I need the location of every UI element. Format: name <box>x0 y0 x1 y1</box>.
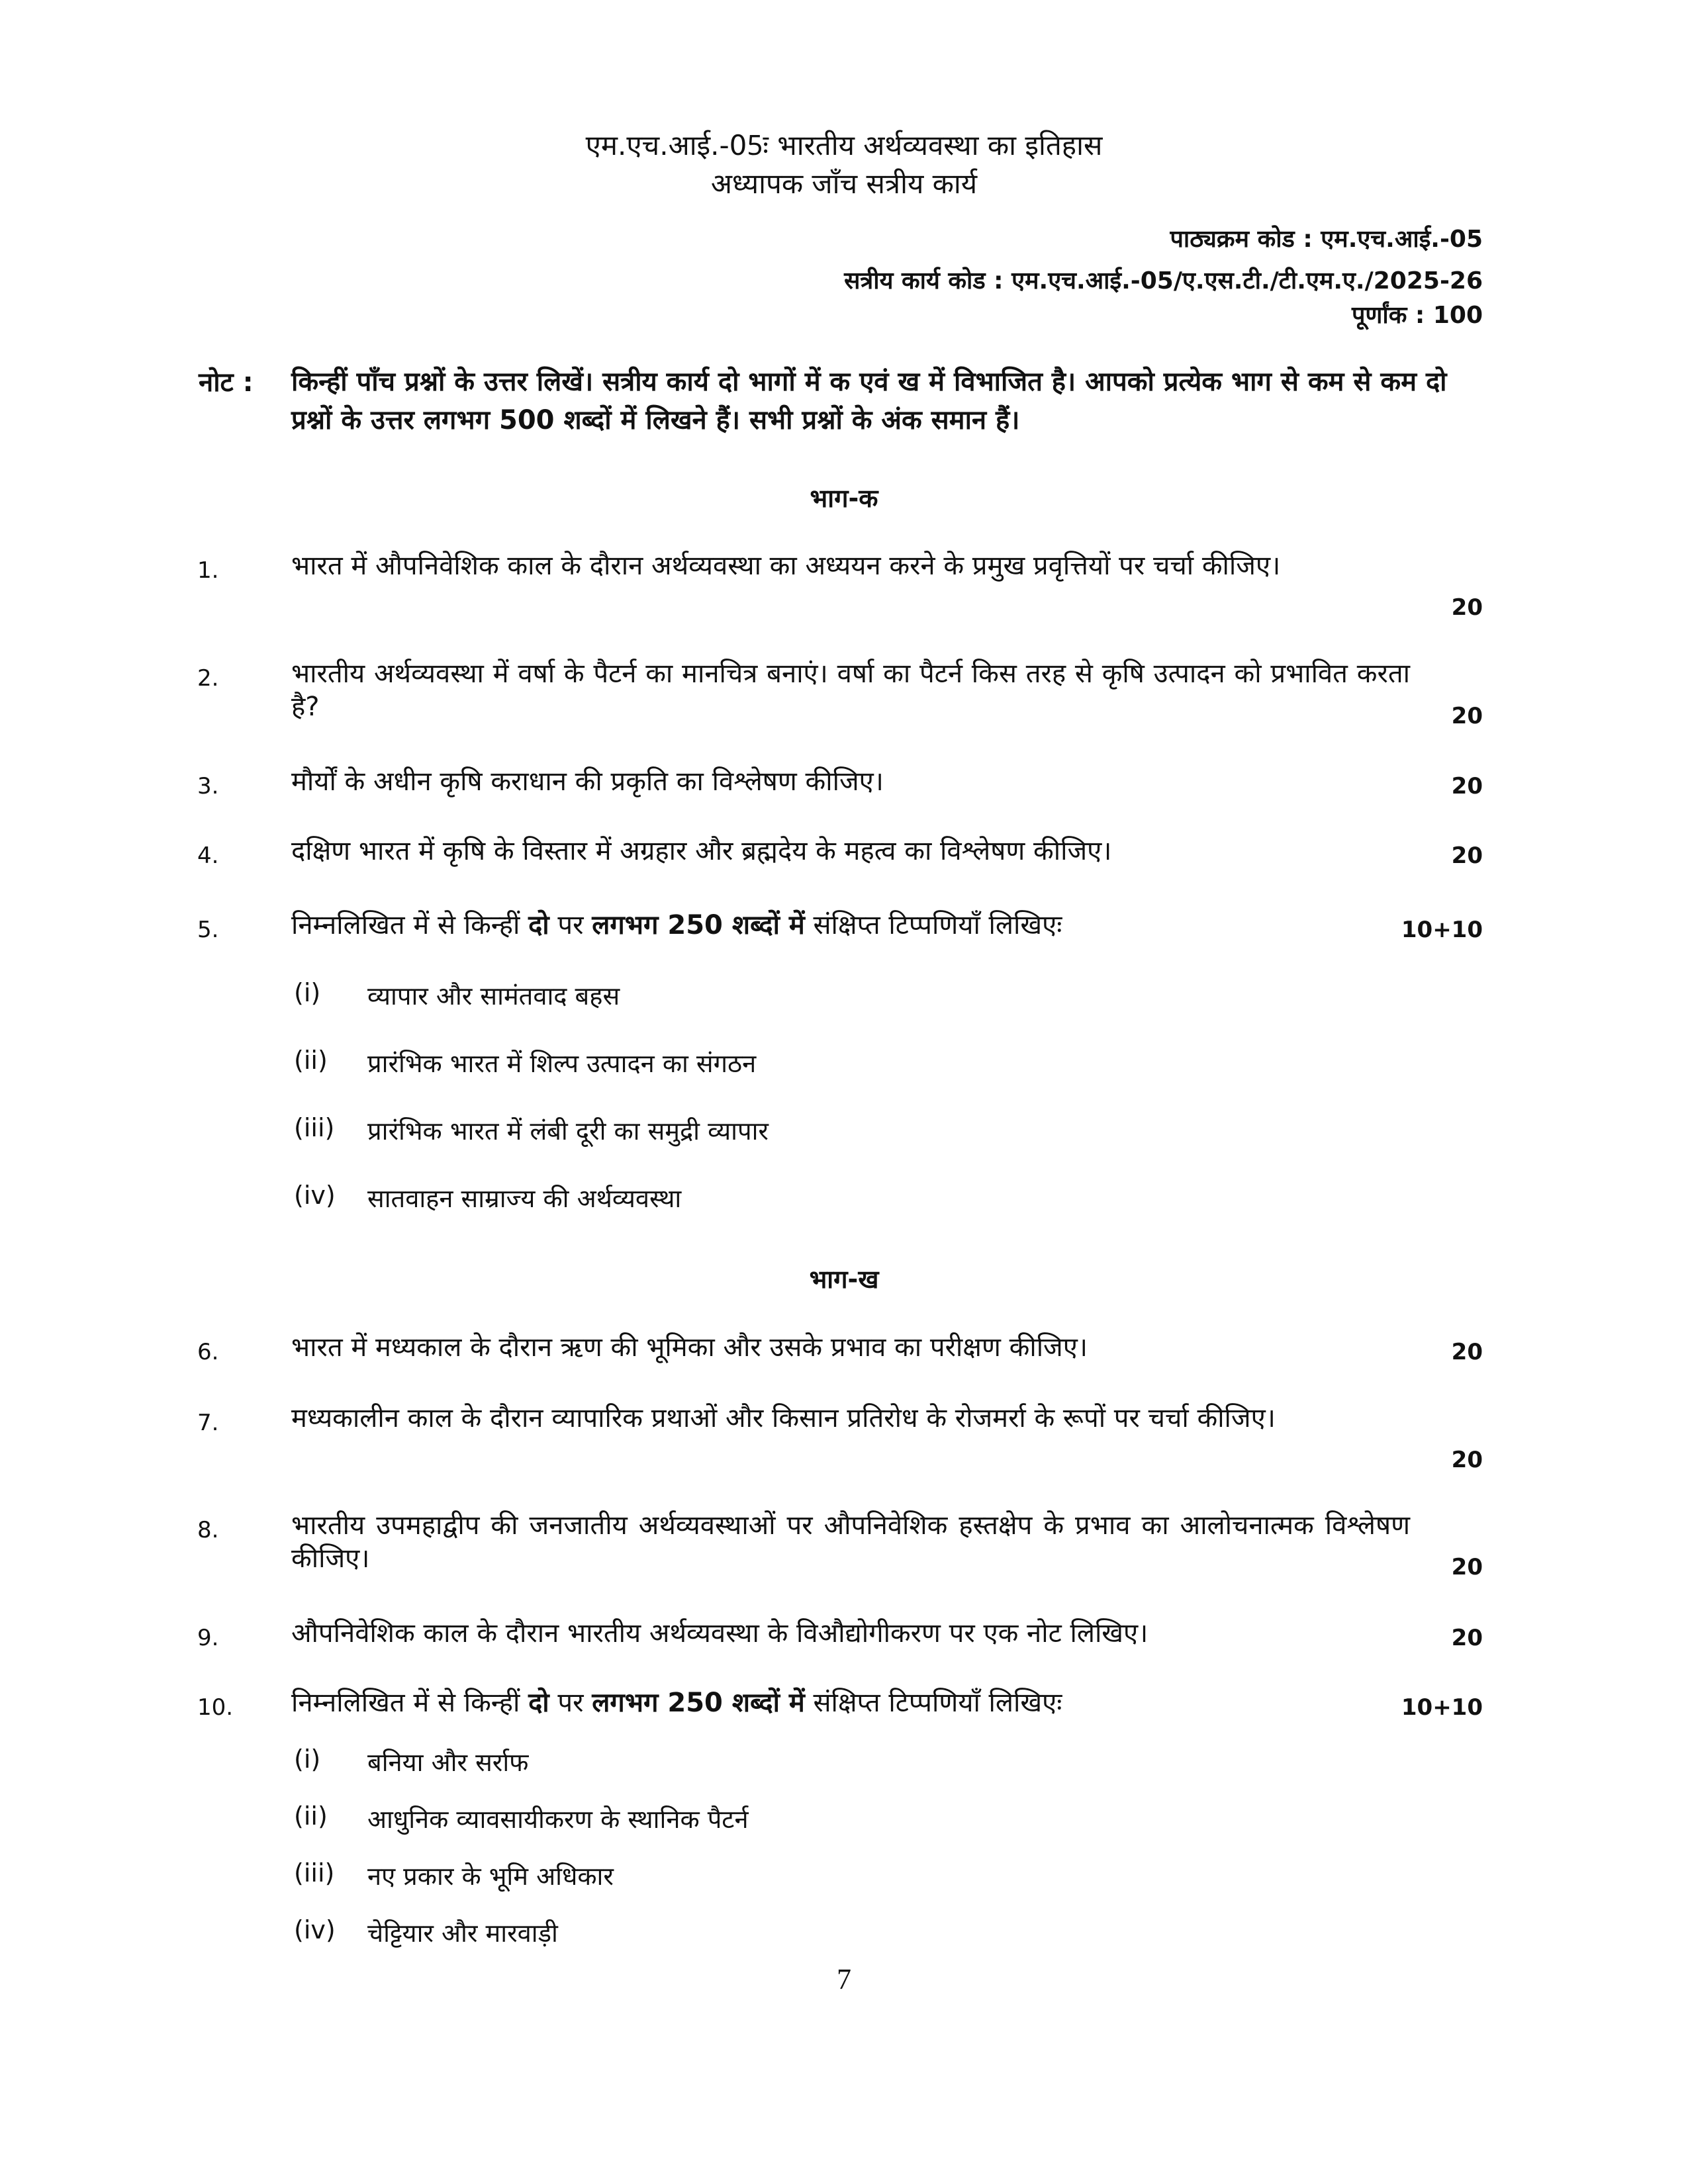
sub-item-text: आधुनिक व्यावसायीकरण के स्थानिक पैटर्न <box>367 1805 749 1834</box>
sub-item-number: (ii) <box>294 1046 328 1075</box>
sub-item-text: बनिया और सर्राफ <box>367 1748 529 1777</box>
sub-item-text: सातवाहन साम्राज्य की अर्थव्यवस्था <box>367 1184 682 1213</box>
question-number: 2. <box>197 665 219 692</box>
sub-item-text: नए प्रकार के भूमि अधिकार <box>367 1862 614 1891</box>
question-number: 9. <box>197 1625 219 1651</box>
max-marks: पूर्णांक : 100 <box>1351 302 1483 329</box>
question-number: 1. <box>197 557 219 584</box>
sub-item-text: प्रारंभिक भारत में शिल्प उत्पादन का संगठन <box>367 1049 757 1078</box>
question-marks: 10+10 <box>1401 1694 1483 1721</box>
note-text: किन्हीं पाँच प्रश्नों के उत्तर लिखें। सत्रीय कार्य दो भागों में क एवं ख में विभाजित है। आपको प्रत्येक भाग से कम से कम दो प्रश्नों के उत्तर लगभग 500 शब्दों में लिखने हैं। सभी प्रश्नों के अंक समान हैं। <box>291 367 1447 435</box>
question-text: भारत में औपनिवेशिक काल के दौरान अर्थव्यवस्था का अध्ययन करने के प्रमुख प्रवृत्तियों पर चर्चा कीजिए। <box>291 551 1281 581</box>
question-marks: 10+10 <box>1401 917 1483 943</box>
question-number: 4. <box>197 842 219 869</box>
question-text: निम्नलिखित में से किन्हीं दो पर लगभग 250 शब्दों में संक्षिप्त टिप्पणियाँ लिखिएः <box>291 1688 1062 1718</box>
assignment-code: सत्रीय कार्य कोड : एम.एच.आई.-05/ए.एस.टी./टी.एम.ए./2025-26 <box>844 267 1483 295</box>
question-number: 5. <box>197 917 219 943</box>
sub-item-number: (iv) <box>294 1915 336 1944</box>
emphasis-text: दो <box>528 1688 549 1718</box>
question-number: 6. <box>197 1339 219 1365</box>
course-code: पाठ्यक्रम कोड : एम.एच.आई.-05 <box>1170 226 1483 253</box>
question-text: भारतीय अर्थव्यवस्था में वर्षा के पैटर्न का मानचित्र बनाएं। वर्षा का पैटर्न किस तरह से कृषि उत्पादन को प्रभावित करता है? <box>291 659 1410 722</box>
note-label: नोट : <box>199 367 254 398</box>
question-marks: 20 <box>1451 773 1483 799</box>
question-marks: 20 <box>1451 703 1483 729</box>
sub-item-number: (i) <box>294 978 321 1007</box>
question-number: 8. <box>197 1517 219 1543</box>
section-heading-part-b: भाग-ख <box>809 1265 879 1294</box>
document-subtitle: अध्यापक जाँच सत्रीय कार्य <box>710 167 978 200</box>
question-marks: 20 <box>1451 842 1483 869</box>
question-marks: 20 <box>1451 1447 1483 1473</box>
question-marks: 20 <box>1451 1339 1483 1365</box>
question-text: भारतीय उपमहाद्वीप की जनजातीय अर्थव्यवस्थाओं पर औपनिवेशिक हस्तक्षेप के प्रभाव का आलोचनात्मक विश्लेषण कीजिए। <box>291 1510 1410 1574</box>
emphasis-text: लगभग 250 शब्दों में <box>592 1688 805 1718</box>
question-number: 3. <box>197 773 219 799</box>
question-marks: 20 <box>1451 1625 1483 1651</box>
sub-item-text: प्रारंभिक भारत में लंबी दूरी का समुद्री व्यापार <box>367 1116 769 1146</box>
question-text: भारत में मध्यकाल के दौरान ऋण की भूमिका और उसके प्रभाव का परीक्षण कीजिए। <box>291 1332 1088 1363</box>
sub-item-number: (ii) <box>294 1801 328 1831</box>
sub-item-text: चेट्टियार और मारवाड़ी <box>367 1919 558 1948</box>
emphasis-text: दो <box>528 910 549 940</box>
question-marks: 20 <box>1451 1554 1483 1580</box>
document-title: एम.एच.आई.-05ः भारतीय अर्थव्यवस्था का इतिहास <box>585 129 1103 161</box>
sub-item-number: (iii) <box>294 1113 335 1142</box>
sub-item-number: (i) <box>294 1745 321 1774</box>
question-number: 10. <box>197 1694 234 1721</box>
section-heading-part-a: भाग-क <box>810 484 878 513</box>
question-text: मध्यकालीन काल के दौरान व्यापारिक प्रथाओं और किसान प्रतिरोध के रोजमर्रा के रूपों पर चर्चा कीजिए। <box>291 1403 1276 1433</box>
question-text: निम्नलिखित में से किन्हीं दो पर लगभग 250 शब्दों में संक्षिप्त टिप्पणियाँ लिखिएः <box>291 910 1062 940</box>
sub-item-number: (iii) <box>294 1858 335 1888</box>
emphasis-text: लगभग 250 शब्दों में <box>592 910 805 940</box>
question-text: मौर्यों के अधीन कृषि कराधान की प्रकृति का विश्लेषण कीजिए। <box>291 766 884 797</box>
sub-item-number: (iv) <box>294 1181 336 1210</box>
question-text: दक्षिण भारत में कृषि के विस्तार में अग्रहार और ब्रह्मदेय के महत्व का विश्लेषण कीजिए। <box>291 836 1112 866</box>
question-marks: 20 <box>1451 594 1483 621</box>
question-text: औपनिवेशिक काल के दौरान भारतीय अर्थव्यवस्था के विऔद्योगीकरण पर एक नोट लिखिए। <box>291 1618 1149 1649</box>
sub-item-text: व्यापार और सामंतवाद बहस <box>367 981 620 1011</box>
page-number: 7 <box>837 1963 851 1995</box>
question-number: 7. <box>197 1410 219 1436</box>
